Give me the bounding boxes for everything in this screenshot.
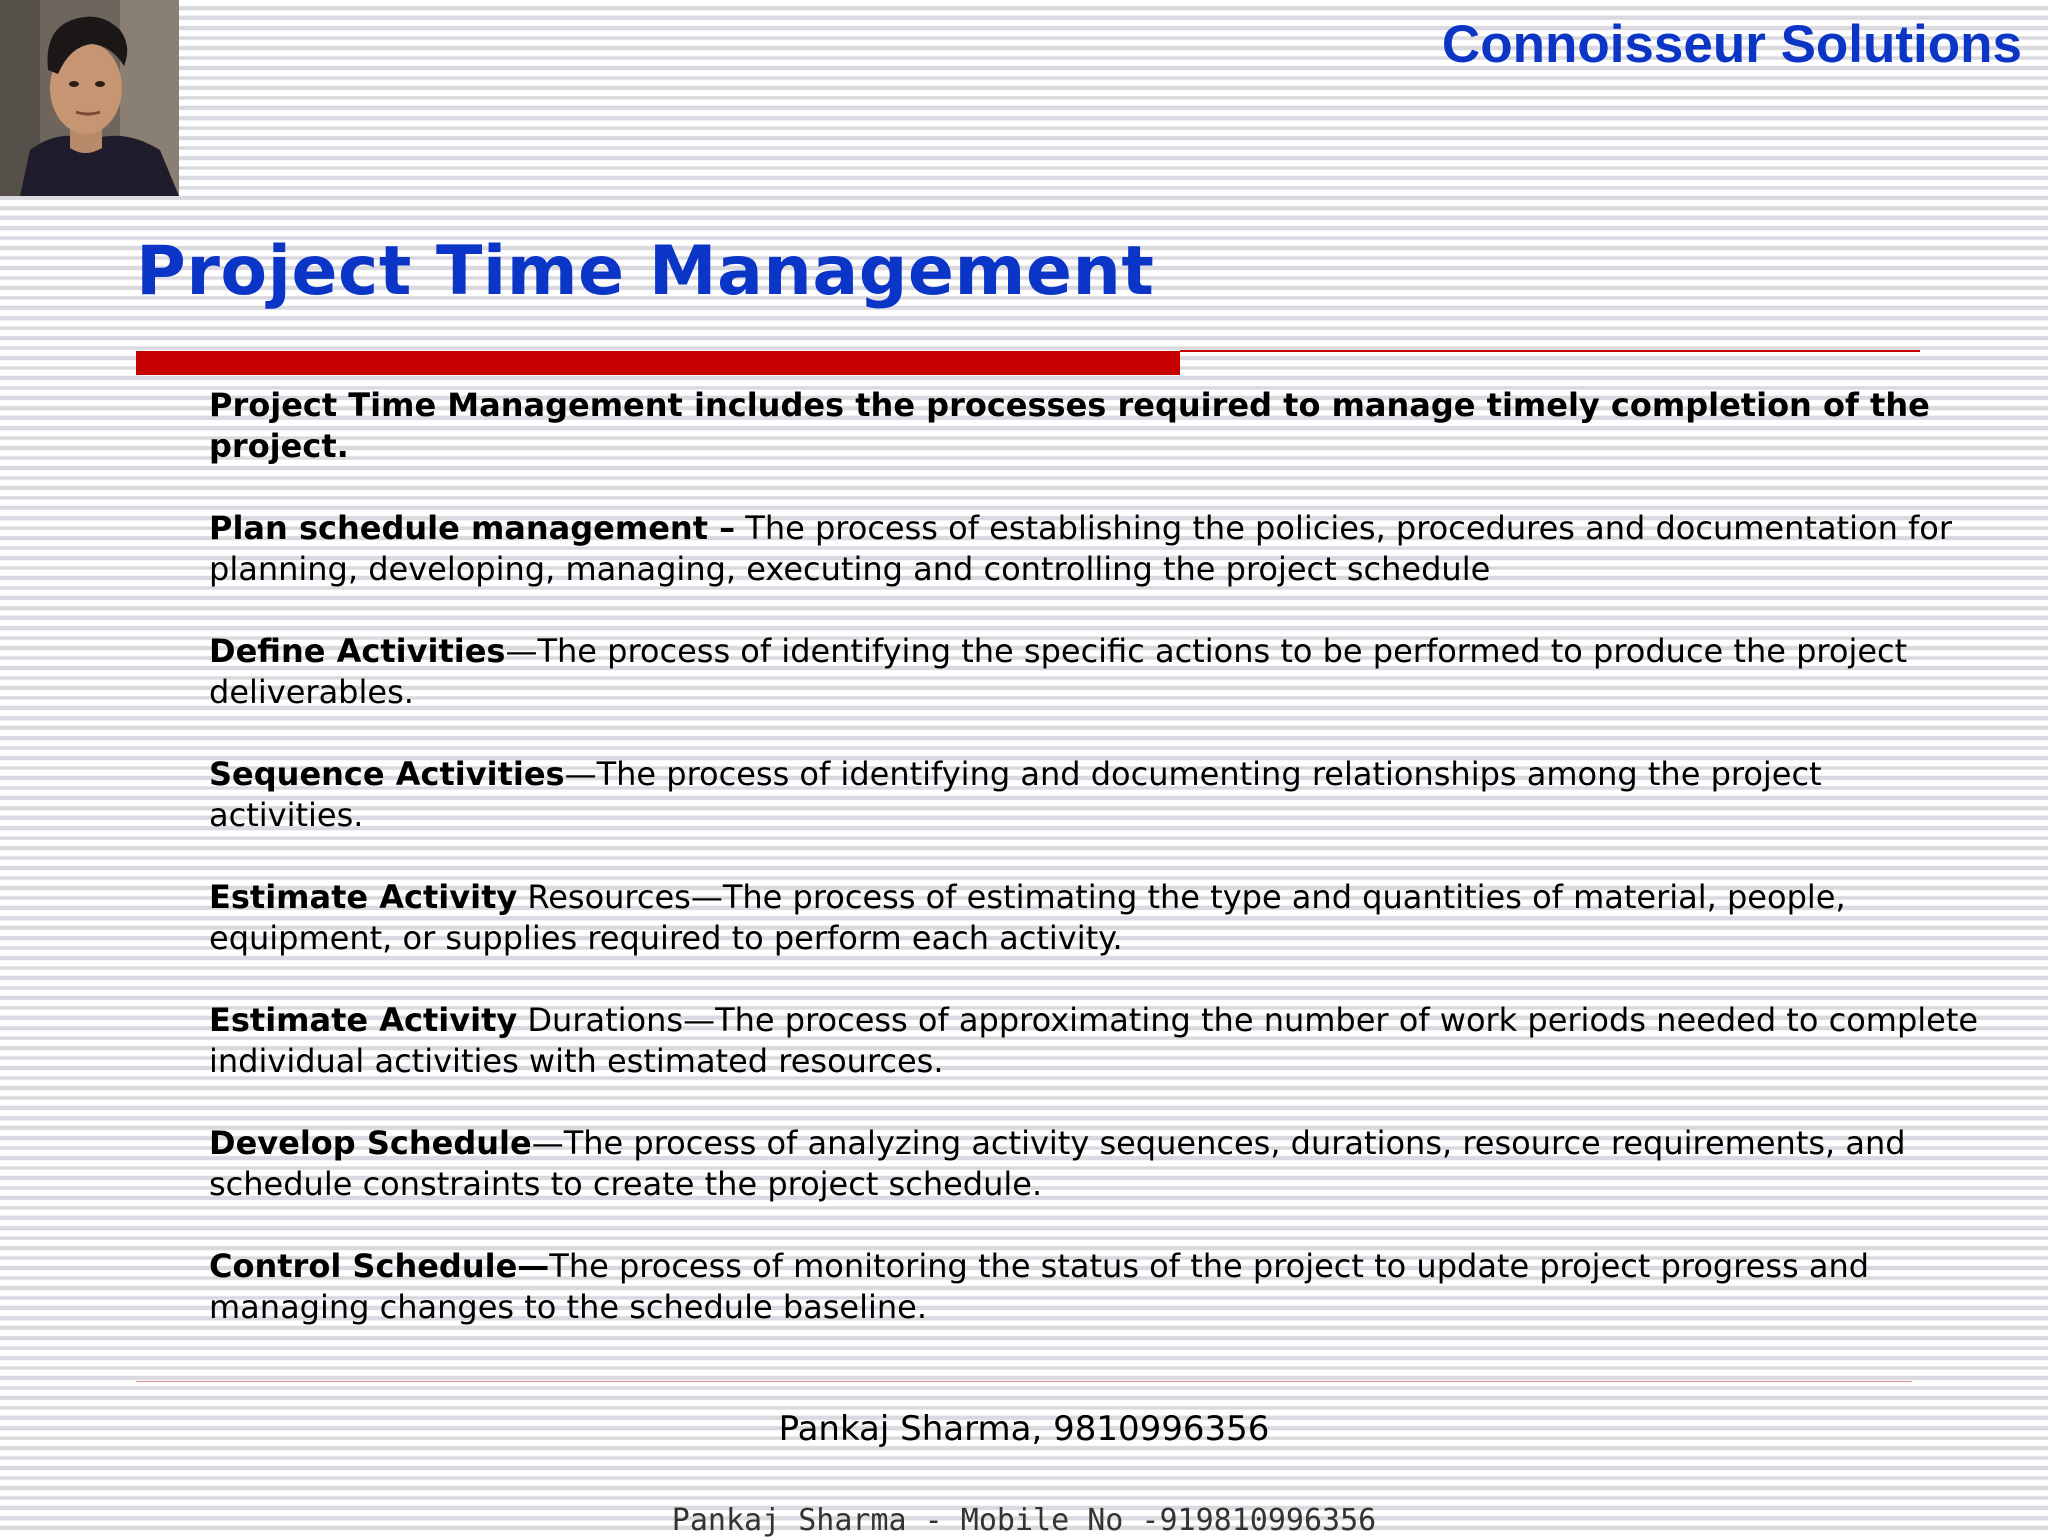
process-item	[209, 1123, 1979, 1205]
footer-mobile-line: Pankaj Sharma - Mobile No -919810996356	[671, 1503, 1377, 1538]
process-description: Durations—The process of approximating the number of work periods needed to complete individual activities with estimated resources.	[209, 1001, 1979, 1080]
process-term: Sequence Activities	[209, 755, 565, 793]
title-underline-thick	[136, 351, 1180, 375]
process-term: Estimate Activity	[209, 878, 518, 916]
process-description: —The process of identifying the specific actions to be performed to produce the project deliverables.	[209, 632, 1908, 711]
process-term: Estimate Activity	[209, 1001, 518, 1039]
process-term: Plan schedule management –	[209, 509, 736, 547]
process-description: —The process of analyzing activity sequences, durations, resource requirements, and schedule constraints to create the project schedule.	[209, 1124, 1906, 1203]
process-term: Define Activities	[209, 632, 506, 670]
process-item	[209, 1000, 1979, 1082]
company-name: Connoisseur Solutions	[1441, 15, 2022, 74]
title-underline-thin	[1180, 350, 1920, 352]
intro-text: Project Time Management includes the processes required to manage timely completion of the project.	[209, 386, 1930, 465]
footer-divider	[136, 1381, 1912, 1382]
process-description: —The process of identifying and documenting relationships among the project activities.	[209, 755, 1822, 834]
process-term: Develop Schedule	[209, 1124, 532, 1162]
process-description: Resources—The process of estimating the type and quantities of material, people, equipment, or supplies required to perform each activity.	[209, 878, 1846, 957]
process-item	[209, 508, 1979, 590]
slide-body	[209, 385, 1979, 1369]
process-item	[209, 631, 1979, 713]
slide-title: Project Time Management	[136, 232, 1155, 311]
footer-contact: Pankaj Sharma, 9810996356	[778, 1409, 1270, 1449]
process-item	[209, 754, 1979, 836]
person-portrait-icon	[0, 0, 179, 196]
process-item	[209, 1246, 1979, 1328]
process-description: The process of monitoring the status of the project to update project progress and managing changes to the schedule baseline.	[209, 1247, 1870, 1326]
process-term: Control Schedule—	[209, 1247, 550, 1285]
process-description: The process of establishing the policies, procedures and documentation for planning, developing, managing, executing and controlling the project schedule	[209, 509, 1953, 588]
process-item	[209, 877, 1979, 959]
intro-paragraph	[209, 385, 1979, 467]
